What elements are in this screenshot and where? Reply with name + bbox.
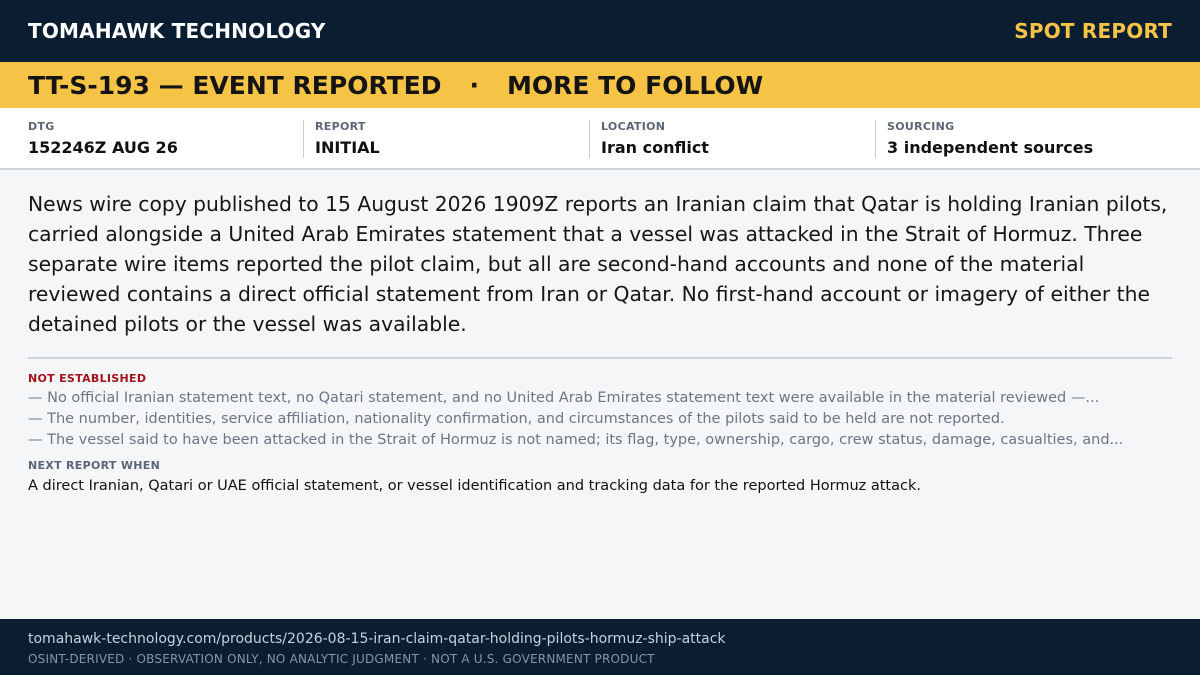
headline-bar [0, 62, 1200, 108]
headline-separator: · [469, 70, 479, 100]
top-bar [0, 0, 1200, 62]
not-established-label: NOT ESTABLISHED [28, 372, 147, 385]
summary-paragraph: News wire copy published to 15 August 2026 1909Z reports an Iranian claim that Qatar is holding Iranian pilots, carried alongside a United Arab Emirates statement that a vessel was attacked in the Strait of Hormuz. Three separate wire items reported the pilot claim, but all are second-hand accounts and none of the material reviewed contains a direct official statement from Iran or Qatar. No first-hand account or imagery of either the detained pilots or the vessel was available. [28, 192, 1168, 336]
metadata-row [0, 108, 1200, 170]
not-established-list [28, 388, 1172, 451]
list-item: — The vessel said to have been attacked in the Strait of Hormuz is not named; its flag, type, ownership, cargo, crew status, damage, casualties, and... [28, 432, 1124, 448]
list-item: — The number, identities, service affiliation, nationality confirmation, and circumstances of the pilots said to be held are not reported. [28, 411, 1005, 427]
headline-title: TT-S-193 — EVENT REPORTED [28, 70, 442, 100]
meta-label: DTG [28, 120, 55, 133]
next-report-label: NEXT REPORT WHEN [28, 459, 161, 472]
meta-value: 152246Z AUG 26 [28, 138, 178, 157]
meta-location [589, 120, 875, 158]
meta-dtg [28, 108, 303, 168]
meta-sourcing [875, 120, 1161, 158]
report-type-label: SPOT REPORT [1014, 19, 1172, 43]
brand-name: TOMAHAWK TECHNOLOGY [28, 19, 326, 43]
meta-label: SOURCING [887, 120, 955, 133]
meta-value: 3 independent sources [887, 138, 1094, 157]
footer-url: tomahawk-technology.com/products/2026-08-15-iran-claim-qatar-holding-pilots-hormuz-ship-attack [28, 631, 726, 647]
list-item: — No official Iranian statement text, no Qatari statement, and no United Arab Emirates statement text were available in the material reviewed —... [28, 390, 1100, 406]
meta-label: REPORT [315, 120, 366, 133]
next-report-text: A direct Iranian, Qatari or UAE official statement, or vessel identification and tracking data for the reported Hormuz attack. [28, 478, 921, 494]
footer-disclaimer: OSINT-DERIVED · OBSERVATION ONLY, NO ANALYTIC JUDGMENT · NOT A U.S. GOVERNMENT PRODUCT [28, 652, 655, 666]
meta-value: Iran conflict [601, 138, 709, 157]
meta-value: INITIAL [315, 138, 380, 157]
meta-label: LOCATION [601, 120, 666, 133]
meta-report [303, 120, 589, 158]
section-divider [28, 357, 1172, 359]
footer [0, 619, 1200, 675]
headline-status: MORE TO FOLLOW [506, 70, 764, 100]
